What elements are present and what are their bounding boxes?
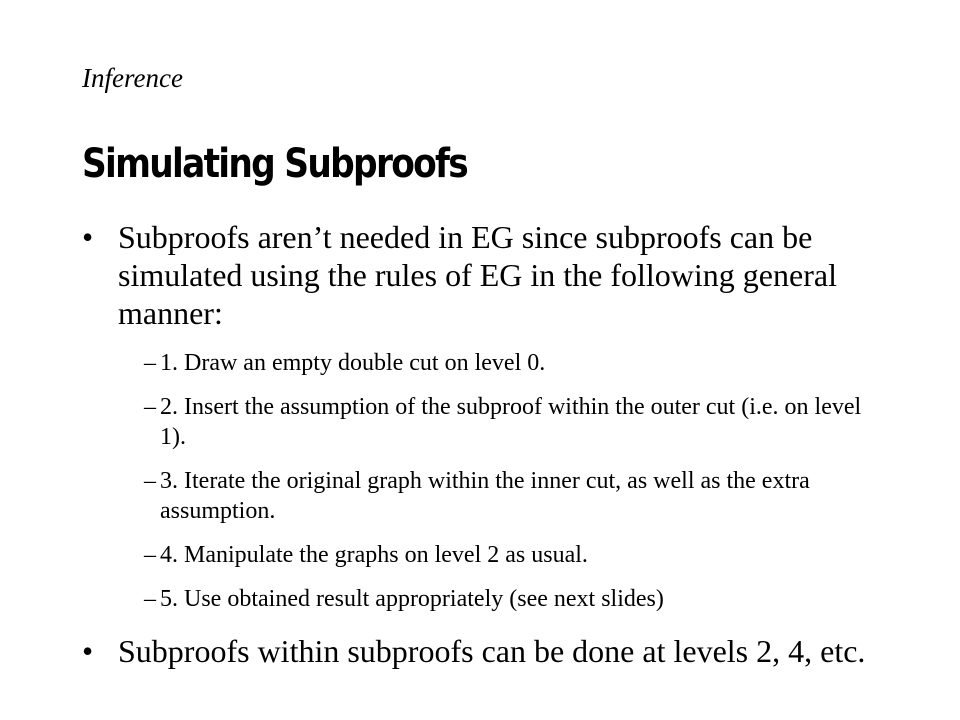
bullet-marker: • (82, 219, 94, 255)
step-text: 3. Iterate the original graph within the inner cut, as well as the extra assumption. (160, 468, 810, 524)
dash-marker: – (144, 350, 156, 376)
bullet-text: Subproofs aren’t needed in EG since subproofs can be simulated using the rules of EG in the following general manner: (118, 219, 837, 331)
dash-marker: – (144, 586, 156, 612)
section-label: Inference (82, 63, 183, 93)
slide-title: Simulating Subproofs (82, 141, 468, 187)
bullet-item (82, 218, 882, 332)
step-text: 5. Use obtained result appropriately (see next slides) (160, 586, 664, 612)
step-text: 4. Manipulate the graphs on level 2 as usual. (160, 542, 588, 568)
slide-body (82, 218, 882, 670)
dash-marker: – (144, 394, 156, 420)
bullet-item (82, 632, 882, 670)
step-text: 1. Draw an empty double cut on level 0. (160, 350, 546, 376)
step-item (82, 348, 882, 378)
bullet-text: Subproofs within subproofs can be done at levels 2, 4, etc. (118, 633, 866, 669)
step-text: 2. Insert the assumption of the subproof within the outer cut (i.e. on level 1). (160, 394, 862, 450)
dash-marker: – (144, 542, 156, 568)
step-item (82, 466, 882, 526)
step-item (82, 392, 882, 452)
step-item (82, 584, 882, 614)
dash-marker: – (144, 468, 156, 494)
bullet-marker: • (82, 633, 94, 669)
step-item (82, 540, 882, 570)
step-list (82, 348, 882, 614)
